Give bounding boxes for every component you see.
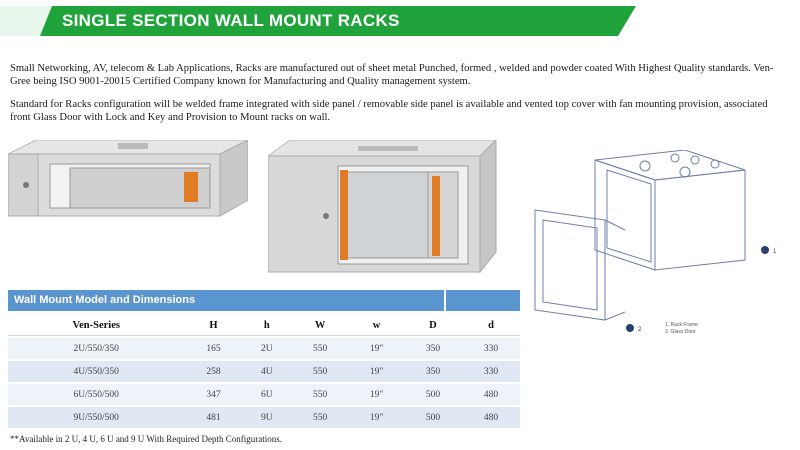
table-cell: 500	[404, 407, 462, 428]
table-title: Wall Mount Model and Dimensions	[8, 290, 444, 311]
table-cell: 6U	[242, 384, 291, 405]
table-cell: 480	[462, 384, 520, 405]
table-row	[8, 384, 520, 405]
col-header: w	[349, 315, 404, 336]
table-cell: 9U/550/500	[8, 407, 184, 428]
table-cell: 9U	[242, 407, 291, 428]
col-header: D	[404, 315, 462, 336]
rack-6u-image	[268, 140, 498, 280]
table-cell: 481	[184, 407, 242, 428]
callout-dot-1	[761, 246, 769, 254]
table-cell: 2U/550/350	[8, 338, 184, 359]
table-cell: 350	[404, 338, 462, 359]
table-cell: 550	[291, 338, 349, 359]
callout-label-1: 1	[773, 249, 777, 255]
table-cell: 347	[184, 384, 242, 405]
page-title: SINGLE SECTION WALL MOUNT RACKS	[62, 11, 400, 30]
table-cell: 19"	[349, 361, 404, 382]
table-cell: 258	[184, 361, 242, 382]
col-header: h	[242, 315, 291, 336]
footnote: **Available in 2 U, 4 U, 6 U and 9 U With Required Depth Configurations.	[10, 434, 283, 444]
table-cell: 350	[404, 361, 462, 382]
table-cell: 550	[291, 407, 349, 428]
rack-2u-image	[8, 140, 248, 232]
table-header-row	[8, 315, 520, 336]
table-cell: 330	[462, 361, 520, 382]
table-cell: 6U/550/500	[8, 384, 184, 405]
table-cell: 550	[291, 361, 349, 382]
table-cell: 330	[462, 338, 520, 359]
table-cell: 19"	[349, 384, 404, 405]
dimensions-table	[8, 313, 520, 430]
table-cell: 19"	[349, 407, 404, 428]
table-row	[8, 338, 520, 359]
callout-label-2: 2	[638, 327, 642, 333]
table-cell: 19"	[349, 338, 404, 359]
rack-exploded-diagram	[525, 150, 795, 350]
table-cell: 4U/550/350	[8, 361, 184, 382]
col-header: W	[291, 315, 349, 336]
table-cell: 165	[184, 338, 242, 359]
intro-text	[10, 62, 790, 134]
col-header: d	[462, 315, 520, 336]
table-cell: 2U	[242, 338, 291, 359]
diagram-legend-1: 1. Rack Frame	[665, 322, 698, 328]
intro-paragraph-2: Standard for Racks configuration will be welded frame integrated with side panel / removable side panel is available and vented top cover with fan mounting provision, associated front Glass Door with Lock and Key and Provision to Mount racks on wall.	[10, 99, 768, 123]
table-row	[8, 407, 520, 428]
diagram-legend-2: 2. Glass Door	[665, 329, 696, 335]
table-cell: 4U	[242, 361, 291, 382]
table-title-end	[446, 290, 520, 311]
table-cell: 550	[291, 384, 349, 405]
table-cell: 500	[404, 384, 462, 405]
title-banner	[0, 6, 636, 36]
table-cell: 480	[462, 407, 520, 428]
callout-dot-2	[626, 324, 634, 332]
intro-paragraph-1: Small Networking, AV, telecom & Lab Applications, Racks are manufactured out of sheet metal Punched, formed , welded and powder coated With Highest Quality standards. Ven-Gree being ISO 9001-20015 Certified Company known for Manufacturing and Quality management system.	[10, 63, 774, 87]
table-row	[8, 361, 520, 382]
col-header: Ven-Series	[8, 315, 184, 336]
col-header: H	[184, 315, 242, 336]
